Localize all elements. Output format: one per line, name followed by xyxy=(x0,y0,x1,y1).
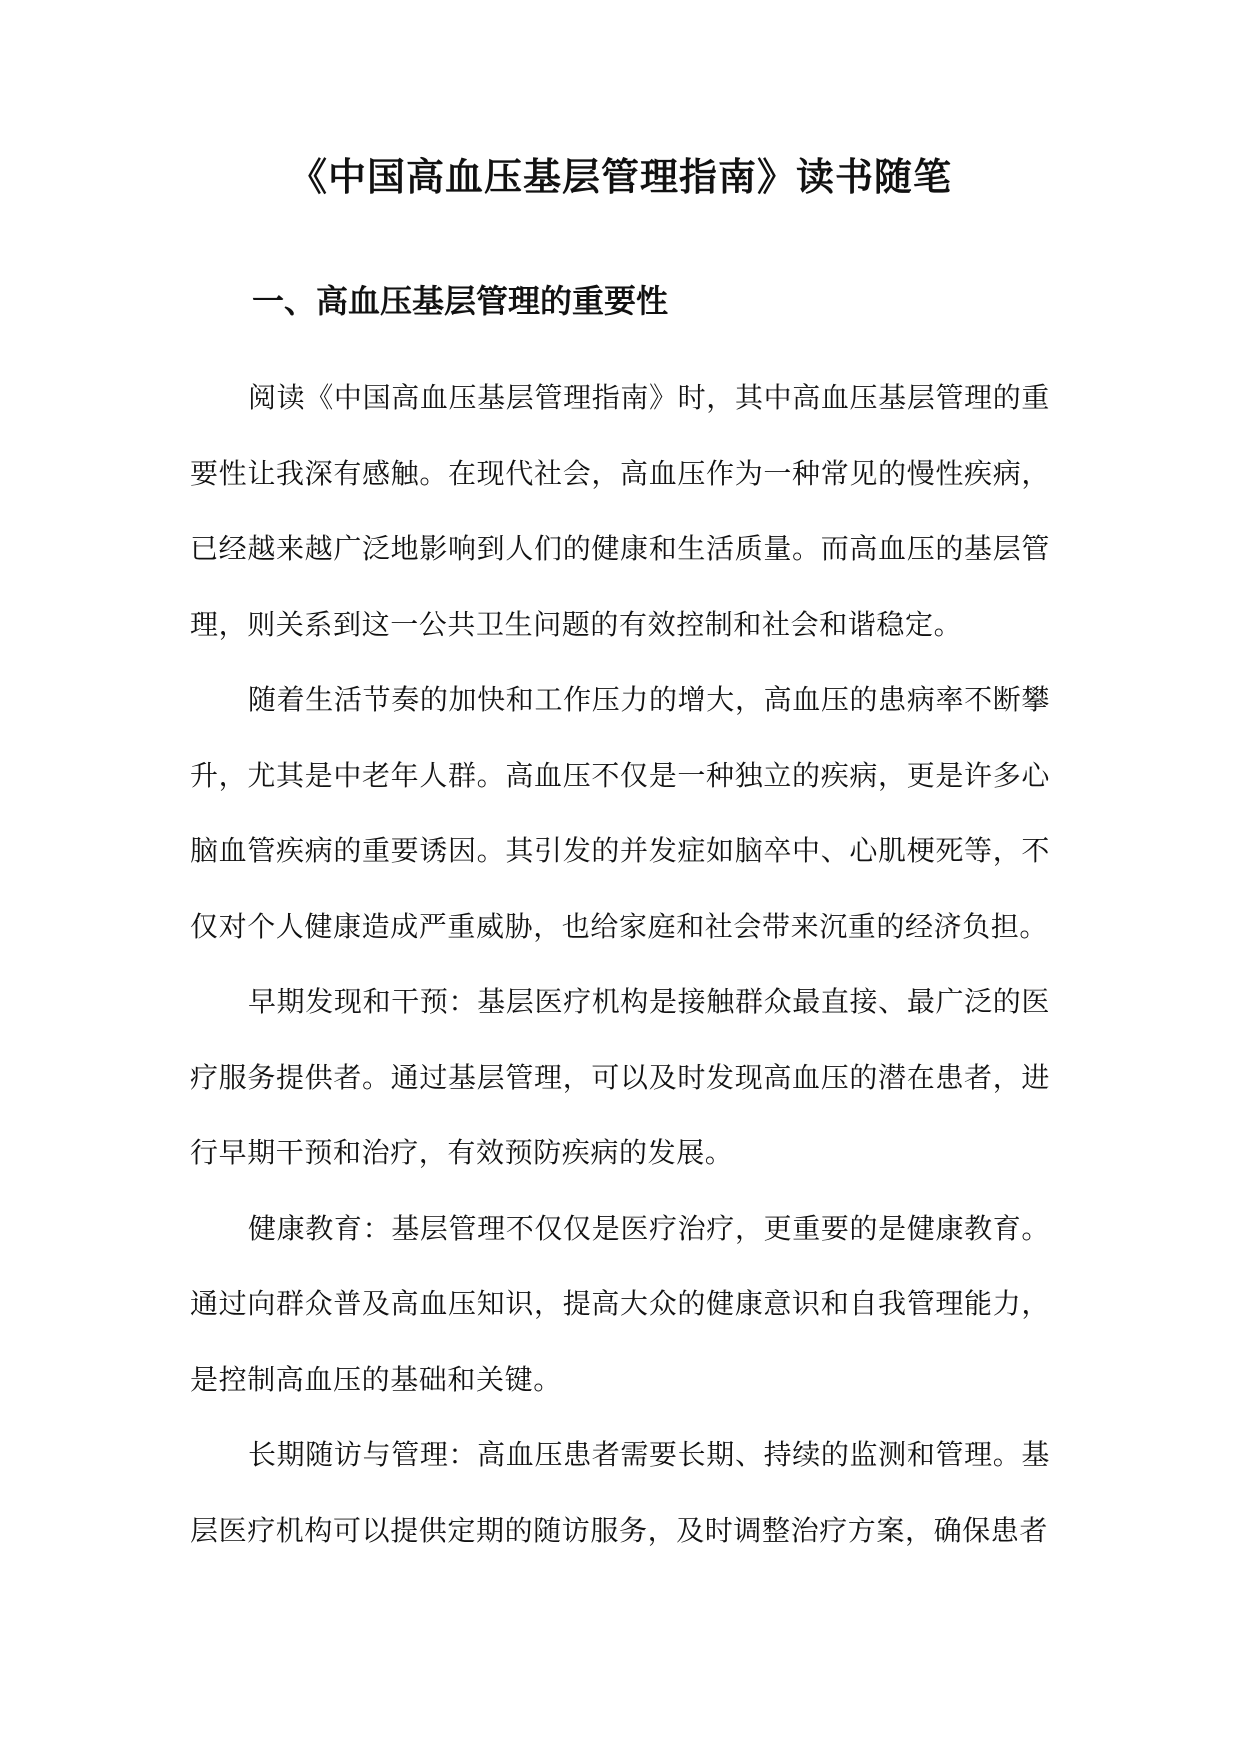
section-heading: 一、高血压基层管理的重要性 xyxy=(252,282,669,320)
paragraph-1: 阅读《中国高血压基层管理指南》时，其中高血压基层管理的重要性让我深有感触。在现代社会，高血压作为一种常见的慢性疾病，已经越来越广泛地影响到人们的健康和生活质量。而高血压的基层管理，则关系到这一公共卫生问题的有效控制和社会和谐稳定。 xyxy=(190,381,1050,641)
document-title: 《中国高血压基层管理指南》读书随笔 xyxy=(288,154,952,199)
body-text xyxy=(190,360,1050,1568)
paragraph-4: 健康教育：基层管理不仅仅是医疗治疗，更重要的是健康教育。通过向群众普及高血压知识，提高大众的健康意识和自我管理能力，是控制高血压的基础和关键。 xyxy=(190,1211,1050,1396)
paragraph-2: 随着生活节奏的加快和工作压力的增大，高血压的患病率不断攀升，尤其是中老年人群。高血压不仅是一种独立的疾病，更是许多心脑血管疾病的重要诱因。其引发的并发症如脑卒中、心肌梗死等，不仅对个人健康造成严重威胁，也给家庭和社会带来沉重的经济负担。 xyxy=(190,683,1050,943)
paragraph-3: 早期发现和干预：基层医疗机构是接触群众最直接、最广泛的医疗服务提供者。通过基层管理，可以及时发现高血压的潜在患者，进行早期干预和治疗，有效预防疾病的发展。 xyxy=(190,985,1050,1169)
paragraph-5: 长期随访与管理：高血压患者需要长期、持续的监测和管理。基层医疗机构可以提供定期的随访服务，及时调整治疗方案，确保患者 xyxy=(190,1438,1050,1547)
